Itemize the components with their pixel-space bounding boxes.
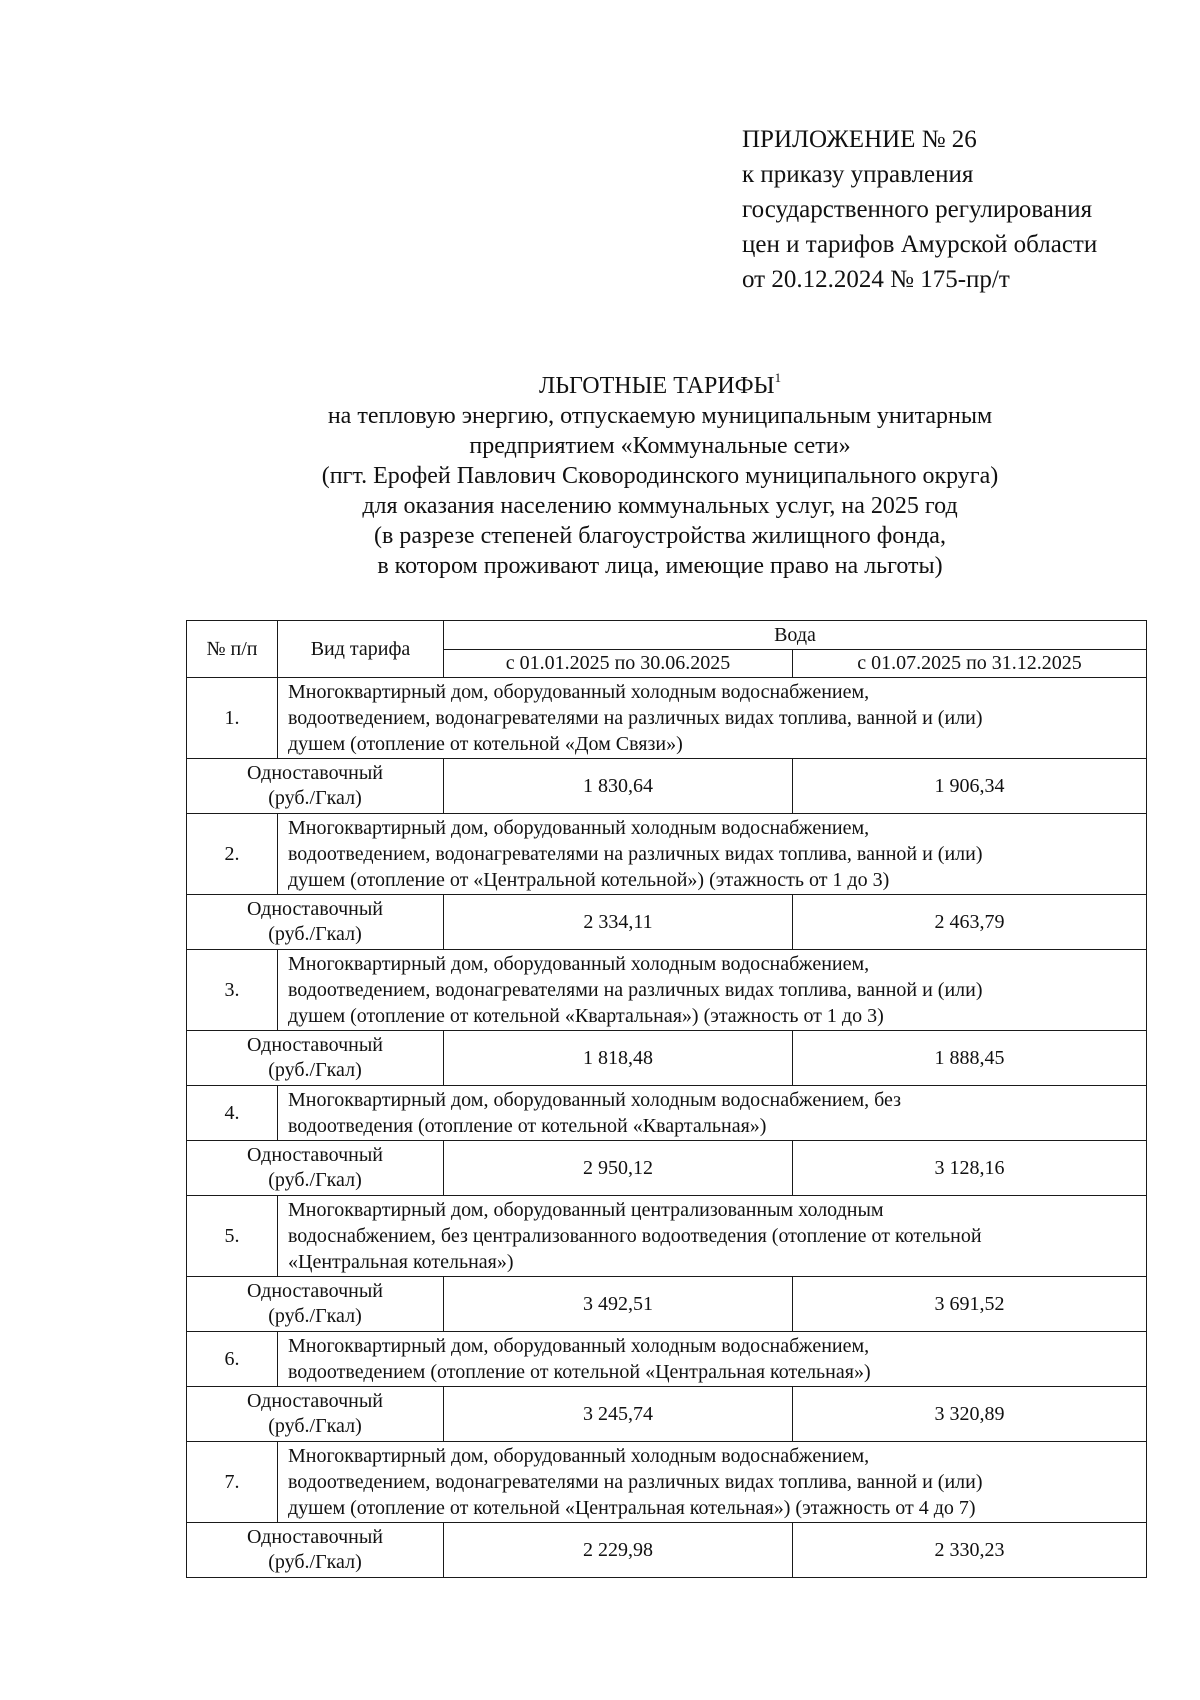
- footnote-mark: 1: [774, 370, 782, 385]
- category-number: 1.: [187, 678, 278, 759]
- tariff-value-period-2: 1 888,45: [793, 1031, 1147, 1086]
- title-main: ЛЬГОТНЫЕ ТАРИФЫ$^1$: [538, 370, 782, 399]
- tariff-type-label: [187, 1387, 444, 1442]
- tariff-value-period-1: 2 950,12: [444, 1141, 793, 1196]
- category-description-line: Многоквартирный дом, оборудованный холодным водоснабжением,: [288, 953, 870, 975]
- header-num: № п/п: [187, 621, 278, 678]
- category-row: [187, 1086, 1147, 1141]
- category-description-line: душем (отопление от «Центральной котельной») (этажность от 1 до 3): [288, 869, 890, 891]
- category-description: [278, 678, 1147, 759]
- title-line: (пгт. Ерофей Павлович Сковородинского муниципального округа): [321, 463, 999, 489]
- category-description: [278, 1332, 1147, 1387]
- tariff-value-period-1: 2 334,11: [444, 895, 793, 950]
- appendix-line: государственного регулирования: [742, 196, 1093, 223]
- tariff-row: [187, 1031, 1147, 1086]
- category-description-line: водоотведением, водонагревателями на различных видах топлива, ванной и (или): [288, 979, 983, 1001]
- tariff-unit: (руб./Гкал): [268, 787, 362, 809]
- category-description-line: «Центральная котельная»): [288, 1251, 514, 1273]
- title-line: для оказания населению коммунальных услуг, на 2025 год: [362, 493, 958, 519]
- document-title: [180, 371, 1140, 581]
- header-period-2: с 01.07.2025 по 31.12.2025: [793, 649, 1147, 678]
- category-description-line: водоотведением, водонагревателями на различных видах топлива, ванной и (или): [288, 707, 983, 729]
- category-description: [278, 1086, 1147, 1141]
- tariff-value-period-2: 3 691,52: [793, 1277, 1147, 1332]
- appendix-line: к приказу управления: [742, 161, 974, 188]
- appendix-block: [742, 122, 1097, 297]
- tariff-value-period-2: 2 463,79: [793, 895, 1147, 950]
- category-row: [187, 1332, 1147, 1387]
- header-row: [187, 621, 1147, 650]
- title-line: (в разрезе степеней благоустройства жилищного фонда,: [374, 523, 946, 549]
- category-description-line: душем (отопление от котельной «Квартальная») (этажность от 1 до 3): [288, 1005, 884, 1027]
- tariff-type-label: [187, 1277, 444, 1332]
- tariff-value-period-2: 1 906,34: [793, 759, 1147, 814]
- header-period-1: с 01.01.2025 по 30.06.2025: [444, 649, 793, 678]
- tariff-value-period-1: 3 492,51: [444, 1277, 793, 1332]
- category-number: 3.: [187, 950, 278, 1031]
- tariff-value-period-2: 3 320,89: [793, 1387, 1147, 1442]
- tariff-value-period-1: 1 818,48: [444, 1031, 793, 1086]
- tariff-unit: (руб./Гкал): [268, 1551, 362, 1573]
- tariff-type-name: Одноставочный: [247, 898, 383, 920]
- category-description-line: Многоквартирный дом, оборудованный холодным водоснабжением,: [288, 1445, 870, 1467]
- category-description-line: душем (отопление от котельной «Дом Связи»): [288, 733, 683, 755]
- category-number: 6.: [187, 1332, 278, 1387]
- tariff-value-period-2: 3 128,16: [793, 1141, 1147, 1196]
- tariff-value-period-1: 1 830,64: [444, 759, 793, 814]
- appendix-line: от 20.12.2024 № 175-пр/т: [742, 266, 1010, 293]
- category-number: 2.: [187, 814, 278, 895]
- tariff-row: [187, 759, 1147, 814]
- tariff-type-label: [187, 1141, 444, 1196]
- tariff-value-period-1: 3 245,74: [444, 1387, 793, 1442]
- category-description-line: водоотведением, водонагревателями на различных видах топлива, ванной и (или): [288, 843, 983, 865]
- tariff-type-name: Одноставочный: [247, 1034, 383, 1056]
- tariff-row: [187, 895, 1147, 950]
- tariff-unit: (руб./Гкал): [268, 1305, 362, 1327]
- category-number: 7.: [187, 1442, 278, 1523]
- title-line: на тепловую энергию, отпускаемую муниципальным унитарным: [327, 403, 993, 429]
- tariff-row: [187, 1141, 1147, 1196]
- tariff-row: [187, 1387, 1147, 1442]
- tariff-type-label: [187, 759, 444, 814]
- category-description-line: Многоквартирный дом, оборудованный централизованным холодным: [288, 1199, 884, 1221]
- category-description-line: душем (отопление от котельной «Центральная котельная») (этажность от 4 до 7): [288, 1497, 976, 1519]
- category-row: [187, 1196, 1147, 1277]
- tariff-type-name: Одноставочный: [247, 1526, 383, 1548]
- tariff-value-period-1: 2 229,98: [444, 1523, 793, 1578]
- category-description-line: водоотведением, водонагревателями на различных видах топлива, ванной и (или): [288, 1471, 983, 1493]
- category-description-line: Многоквартирный дом, оборудованный холодным водоснабжением, без: [288, 1089, 902, 1111]
- tariff-type-label: [187, 895, 444, 950]
- category-description-line: Многоквартирный дом, оборудованный холодным водоснабжением,: [288, 817, 870, 839]
- appendix-line: цен и тарифов Амурской области: [742, 231, 1098, 258]
- category-row: [187, 678, 1147, 759]
- tariff-unit: (руб./Гкал): [268, 923, 362, 945]
- category-description: [278, 1196, 1147, 1277]
- category-description-line: водоотведения (отопление от котельной «Квартальная»): [288, 1115, 767, 1137]
- tariff-unit: (руб./Гкал): [268, 1415, 362, 1437]
- title-line: предприятием «Коммунальные сети»: [469, 433, 851, 459]
- category-row: [187, 1442, 1147, 1523]
- tariff-value-period-2: 2 330,23: [793, 1523, 1147, 1578]
- category-row: [187, 950, 1147, 1031]
- tariff-type-name: Одноставочный: [247, 1280, 383, 1302]
- category-row: [187, 814, 1147, 895]
- tariff-type-name: Одноставочный: [247, 762, 383, 784]
- tariff-row: [187, 1277, 1147, 1332]
- appendix-line: ПРИЛОЖЕНИЕ № 26: [742, 126, 977, 153]
- category-description: [278, 950, 1147, 1031]
- header-type: Вид тарифа: [278, 621, 444, 678]
- tariff-type-name: Одноставочный: [247, 1144, 383, 1166]
- category-description: [278, 1442, 1147, 1523]
- tariff-type-label: [187, 1523, 444, 1578]
- category-description-line: Многоквартирный дом, оборудованный холодным водоснабжением,: [288, 681, 870, 703]
- tariff-type-label: [187, 1031, 444, 1086]
- category-description-line: Многоквартирный дом, оборудованный холодным водоснабжением,: [288, 1335, 870, 1357]
- category-description-line: водоснабжением, без централизованного водоотведения (отопление от котельной: [288, 1225, 982, 1247]
- tariff-type-name: Одноставочный: [247, 1390, 383, 1412]
- tariff-unit: (руб./Гкал): [268, 1059, 362, 1081]
- tariff-unit: (руб./Гкал): [268, 1169, 362, 1191]
- title-line: в котором проживают лица, имеющие право на льготы): [377, 553, 943, 579]
- tariffs-table: [186, 620, 1147, 1578]
- tariff-row: [187, 1523, 1147, 1578]
- category-description: [278, 814, 1147, 895]
- category-description-line: водоотведением (отопление от котельной «Центральная котельная»): [288, 1361, 871, 1383]
- category-number: 5.: [187, 1196, 278, 1277]
- header-water: Вода: [444, 621, 1147, 650]
- category-number: 4.: [187, 1086, 278, 1141]
